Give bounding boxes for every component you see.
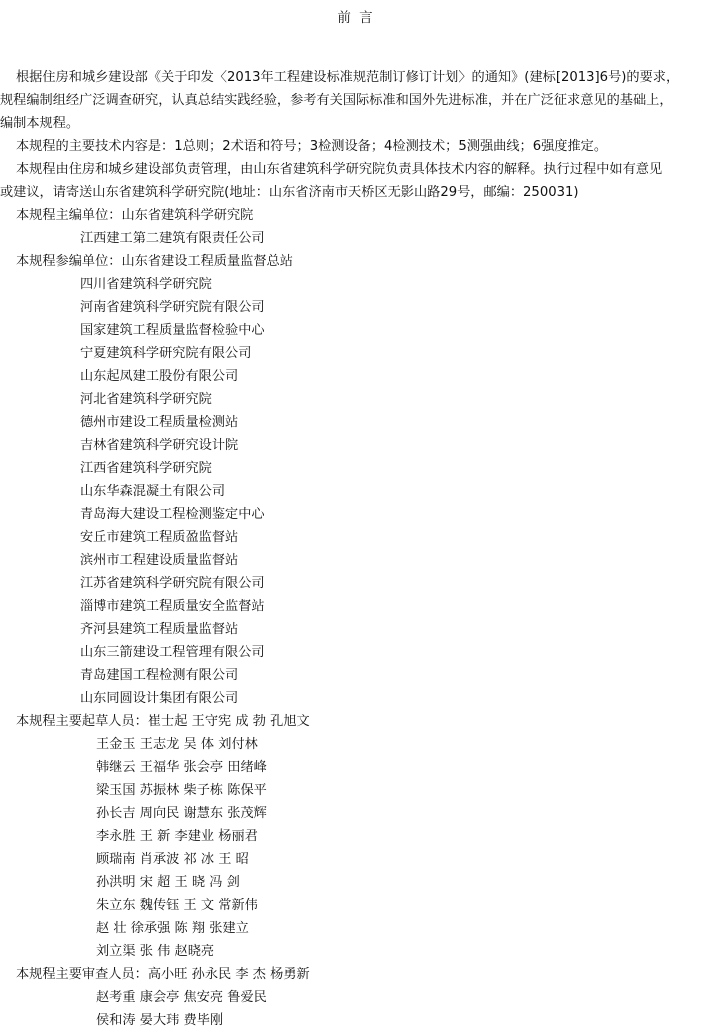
drafter-names: 孙洪明 宋 超 王 晓 冯 剑	[96, 875, 240, 890]
participating-unit-item: 河北省建筑科学研究院	[80, 392, 212, 407]
reviewer-names: 赵考重 康会亭 焦安亮 鲁爱民	[96, 990, 267, 1005]
drafter-names: 王金玉 王志龙 吴 体 刘付林	[96, 737, 258, 752]
intro-line: 编制本规程。	[0, 116, 80, 131]
page-title: 前 言	[337, 10, 375, 26]
chief-unit-item: 江西建工第二建筑有限责任公司	[80, 231, 265, 246]
participating-unit-item: 山东三箭建设工程管理有限公司	[80, 645, 265, 660]
participating-unit-item: 山东同圆设计集团有限公司	[80, 691, 239, 706]
participating-unit-item: 青岛海大建设工程检测鉴定中心	[80, 507, 265, 522]
drafter-names: 韩继云 王福华 张会亭 田绪峰	[96, 760, 267, 775]
participating-unit-item: 吉林省建筑科学研究设计院	[80, 438, 239, 453]
drafter-names: 李永胜 王 新 李建业 杨丽君	[96, 829, 258, 844]
reviewer-names: 高小旺 孙永民 李 杰 杨勇新	[147, 967, 310, 982]
participating-units-label: 本规程参编单位：	[16, 254, 122, 269]
participating-unit-item: 淄博市建筑工程质量安全监督站	[80, 599, 265, 614]
participating-unit-item: 德州市建设工程质量检测站	[80, 415, 239, 430]
participating-unit-item: 齐河县建筑工程质量监督站	[80, 622, 239, 637]
management-paragraph	[0, 158, 708, 204]
participating-unit-item: 山东省建设工程质量监督总站	[121, 254, 293, 269]
participating-unit-item: 滨州市工程建设质量监督站	[80, 553, 239, 568]
drafter-names: 赵 壮 徐承强 陈 翔 张建立	[96, 921, 249, 936]
drafter-names: 顾瑞南 肖承波 祁 冰 王 昭	[96, 852, 249, 867]
reviewers-label: 本规程主要审查人员：	[16, 967, 148, 982]
participating-unit-item: 山东华森混凝土有限公司	[80, 484, 226, 499]
intro-paragraph	[0, 66, 708, 135]
content-line: 本规程的主要技术内容是：1总则；2术语和符号；3检测设备；4检测技术；5测强曲线；6强度推定。	[16, 139, 608, 154]
participating-units-row	[16, 250, 293, 273]
participating-unit-item: 河南省建筑科学研究院有限公司	[80, 300, 265, 315]
participating-unit-item: 安丘市建筑工程质盈监督站	[80, 530, 239, 545]
management-line: 或建议，请寄送山东省建筑科学研究院(地址：山东省济南市天桥区无影山路29号，邮编：250031)	[0, 185, 579, 200]
management-line: 本规程由住房和城乡建设部负责管理，由山东省建筑科学研究院负责具体技术内容的解释。执行过程中如有意见	[16, 162, 663, 177]
drafters-row	[16, 710, 310, 733]
participating-unit-item: 山东起凤建工股份有限公司	[80, 369, 239, 384]
drafter-names: 刘立渠 张 伟 赵晓亮	[96, 944, 215, 959]
intro-line: 规程编制组经广泛调查研究，认真总结实践经验，参考有关国际标准和国外先进标准，并在广泛征求意见的基础上，	[0, 93, 673, 108]
participating-unit-item: 江苏省建筑科学研究院有限公司	[80, 576, 265, 591]
intro-line: 根据住房和城乡建设部《关于印发〈2013年工程建设标准规范制订修订计划〉的通知》(建标[2013]6号)的要求，	[16, 70, 680, 85]
drafter-names: 梁玉国 苏振林 柴子栋 陈保平	[96, 783, 267, 798]
chief-units-row	[16, 204, 253, 227]
participating-unit-item: 江西省建筑科学研究院	[80, 461, 212, 476]
drafter-names: 崔士起 王守宪 成 勃 孔旭文	[147, 714, 310, 729]
drafter-names: 朱立东 魏传钰 王 文 常新伟	[96, 898, 258, 913]
participating-unit-item: 国家建筑工程质量监督检验中心	[80, 323, 265, 338]
reviewer-names: 侯和涛 晏大玮 费毕刚	[96, 1013, 224, 1028]
content-paragraph	[0, 135, 708, 158]
drafter-names: 孙长吉 周向民 谢慧东 张茂辉	[96, 806, 267, 821]
participating-unit-item: 四川省建筑科学研究院	[80, 277, 212, 292]
chief-unit-item: 山东省建筑科学研究院	[121, 208, 254, 223]
participating-unit-item: 宁夏建筑科学研究院有限公司	[80, 346, 252, 361]
chief-units-label: 本规程主编单位：	[16, 208, 122, 223]
reviewers-row	[16, 963, 310, 986]
participating-unit-item: 青岛建国工程检测有限公司	[80, 668, 239, 683]
drafters-label: 本规程主要起草人员：	[16, 714, 148, 729]
